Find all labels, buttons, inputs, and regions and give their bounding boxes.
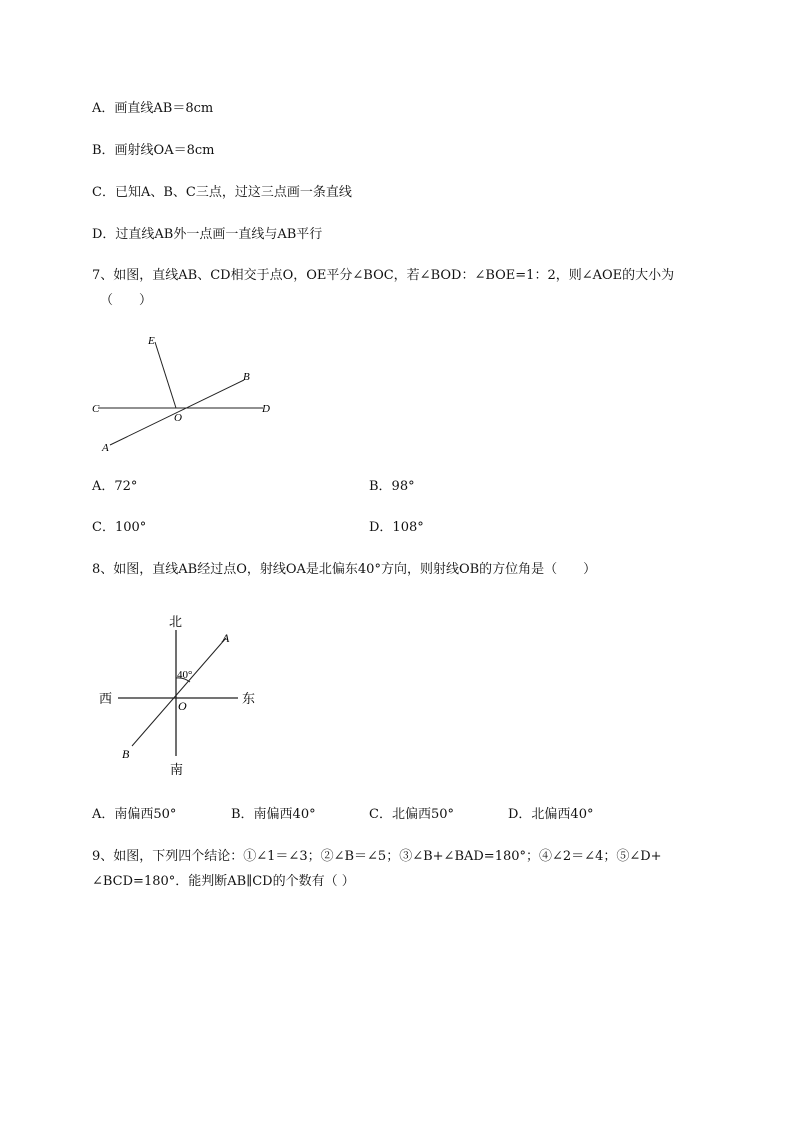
- q8-option-a: A．南偏西50°: [92, 807, 177, 822]
- q8-stem: 8、如图，直线AB经过点O，射线OA是北偏东40°方向，则射线OB的方位角是（ ）: [92, 562, 597, 577]
- q8-label-angle: 40°: [177, 669, 193, 681]
- q8-label-east: 东: [242, 691, 256, 706]
- q9-stem-line1: 9、如图，下列四个结论：①∠1＝∠3；②∠B＝∠5；③∠B+∠BAD=180°；④∠2＝∠4；⑤∠D+: [92, 849, 662, 864]
- q8-option-b: B．南偏西40°: [231, 807, 316, 822]
- q7-label-b: B: [243, 371, 250, 383]
- q8-line-ab: [132, 638, 226, 746]
- q7-label-e: E: [148, 335, 155, 347]
- q9-stem-line2: ∠BCD=180°．能判断AB∥CD的个数有（ ）: [92, 874, 355, 889]
- q8-label-south: 南: [170, 762, 184, 777]
- q7-option-b: B．98°: [369, 479, 415, 494]
- q6-option-c: C．已知A、B、C三点，过这三点画一条直线: [92, 185, 352, 200]
- q7-label-o: O: [174, 412, 182, 424]
- q7-option-d: D．108°: [369, 520, 424, 535]
- q8-label-west: 西: [99, 691, 113, 706]
- q8-label-north: 北: [169, 614, 183, 629]
- q7-stem-line2: （ ）: [100, 293, 153, 308]
- q7-option-a: A．72°: [92, 479, 138, 494]
- q7-label-c: C: [92, 403, 100, 415]
- q8-label-a: A: [222, 631, 230, 645]
- q7-label-a: A: [102, 442, 109, 454]
- q7-ray-oe: [155, 342, 176, 408]
- q8-option-c: C．北偏西50°: [369, 807, 454, 822]
- q8-label-b: B: [122, 747, 130, 761]
- q6-option-b: B．画射线OA＝8cm: [92, 143, 215, 158]
- q6-option-a: A．画直线AB＝8cm: [92, 101, 214, 116]
- q6-option-d: D．过直线AB外一点画一直线与AB平行: [92, 227, 323, 242]
- q7-stem-line1: 7、如图，直线AB、CD相交于点O，OE平分∠BOC，若∠BOD：∠BOE=1：2，则∠AOE的大小为: [92, 268, 675, 283]
- q8-figure: [92, 608, 272, 780]
- q8-option-d: D．北偏西40°: [508, 807, 594, 822]
- q7-label-d: D: [262, 403, 270, 415]
- q7-figure: [88, 328, 288, 458]
- q7-option-c: C．100°: [92, 520, 147, 535]
- q8-label-o: O: [178, 699, 187, 713]
